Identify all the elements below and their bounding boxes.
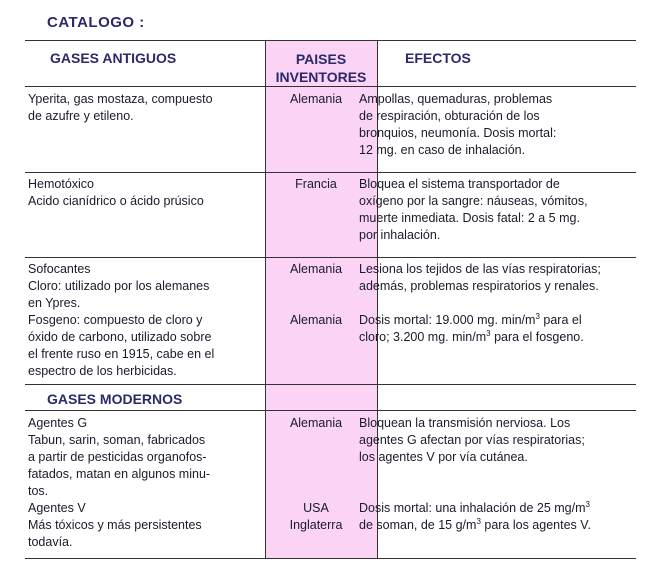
header-paises-inventores: PAISES INVENTORES — [275, 51, 367, 85]
row4-effects: Bloquean la transmisión nerviosa. Los agentes G afectan por vías respiratorias; los agentes V por vía cutánea. — [359, 416, 585, 464]
row-divider — [25, 384, 636, 385]
row-divider — [25, 86, 636, 87]
row-divider — [25, 257, 636, 258]
section-gases-modernos: GASES MODERNOS — [47, 391, 183, 407]
row4-effects-dosis: Dosis mortal: una inhalación de 25 $mg/m^3$ de soman, de 15 $g/m^3$ para los agentes V. — [359, 499, 591, 532]
row-divider — [25, 172, 636, 173]
row4-country-agentes-v: USA Inglaterra — [289, 501, 343, 532]
catalog-table — [25, 40, 636, 559]
row2-effects: Bloquea el sistema transportador de oxígeno por la sangre: náuseas, vómitos, muerte inmediata. Dosis fatal: 2 a 5 mg. por inhalación. — [359, 177, 588, 242]
row-divider — [25, 40, 636, 41]
row3-effects-dosis: Dosis mortal: 19.000 mg. $\min/m^3$ para el cloro; 3.200 mg. $\min/m^3$ para el fosgeno. — [359, 311, 584, 344]
row2-country: Francia — [295, 177, 337, 191]
row3-gas-fosgeno: Fosgeno: compuesto de cloro y óxido de carbono, utilizado sobre el frente ruso en 1915, cabe en el espectro de los herbicidas. — [28, 313, 215, 378]
row3-gas-sofocantes: Sofocantes Cloro: utilizado por los alemanes en Ypres. — [28, 262, 210, 310]
header-gases-antiguos: GASES ANTIGUOS — [50, 50, 177, 66]
row3-country: Alemania — [289, 262, 343, 276]
row4-gas-agentes-g: Agentes G Tabun, sarin, soman, fabricados a partir de pesticidas organofos- fatados, matan en algunos minu- tos. — [28, 416, 211, 498]
row3-country-fosgeno: Alemania — [289, 313, 343, 327]
row-divider — [25, 558, 636, 559]
row1-effects: Ampollas, quemaduras, problemas de respiración, obturación de los bronquios, neumonía. Dosis mortal: 12 mg. en caso de inhalación. — [359, 92, 557, 157]
row1-country: Alemania — [289, 92, 343, 106]
row-divider — [25, 410, 636, 411]
row3-effects: Lesiona los tejidos de las vías respiratorias; además, problemas respiratorios y renales. — [359, 262, 601, 293]
row4-country: Alemania — [289, 416, 343, 430]
row4-gas-agentes-v: Agentes V Más tóxicos y más persistentes todavía. — [28, 501, 202, 549]
header-efectos: EFECTOS — [405, 50, 471, 66]
column-divider — [265, 40, 266, 559]
row2-gas: Hemotóxico Acido cianídrico o ácido prúsico — [28, 177, 204, 208]
row1-gas: Yperita, gas mostaza, compuesto de azufre y etileno. — [28, 92, 213, 123]
catalog-title: CATALOGO : — [47, 14, 145, 31]
